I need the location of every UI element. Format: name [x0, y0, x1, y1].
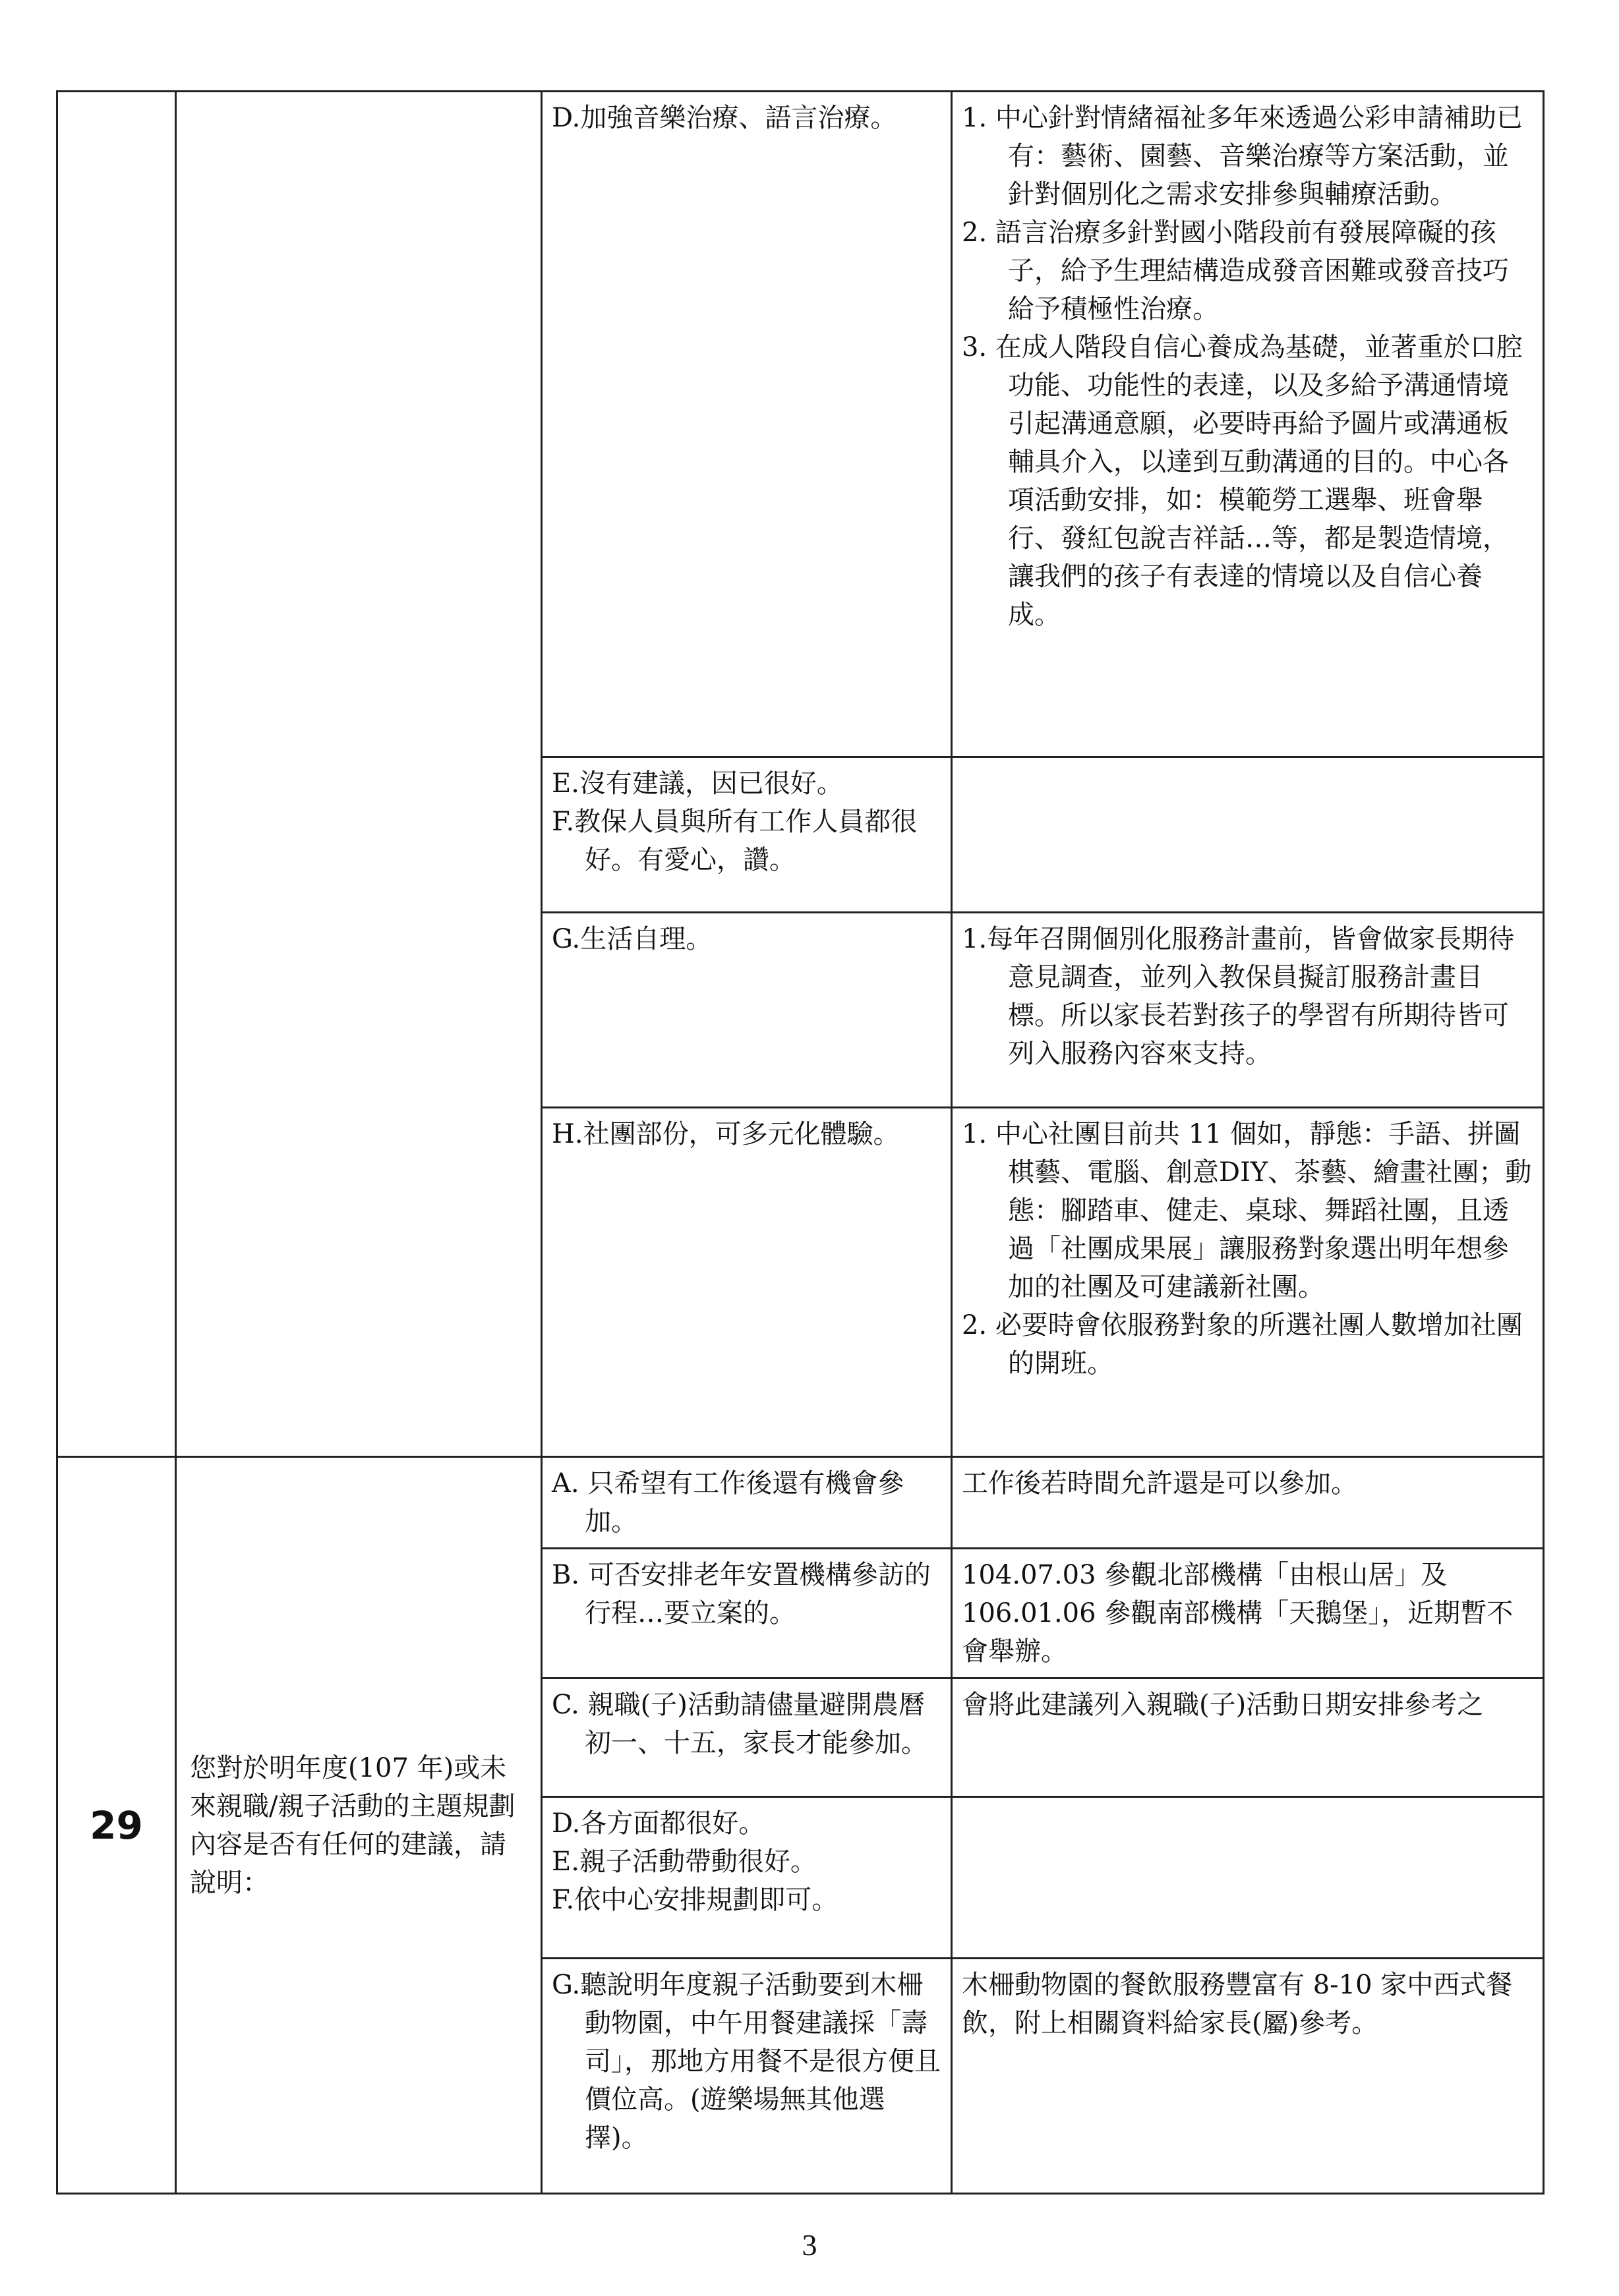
suggestion-cell — [542, 913, 952, 1108]
question-text: 您對於明年度(107 年)或未來親職/親子活動的主題規劃內容是否有任何的建議，請說明： — [176, 1457, 542, 2194]
page-number: 3 — [802, 2228, 817, 2262]
number-cell — [57, 92, 176, 1457]
suggestion-item: E.親子活動帶動很好。 — [552, 1847, 817, 1877]
response-cell — [952, 1108, 1544, 1457]
feedback-table — [56, 90, 1545, 2195]
response-cell — [952, 92, 1544, 757]
response-item: 2. 語言治療多針對國小階段前有發展障礙的孩子，給予生理結構造成發音困難或發音技巧給予積極性治療。 — [962, 217, 1509, 324]
suggestion-item: B. 可否安排老年安置機構參訪的行程…要立案的。 — [552, 1560, 931, 1628]
response-cell — [952, 1679, 1544, 1797]
table-row — [57, 92, 1544, 757]
suggestion-cell — [542, 757, 952, 913]
response-item: 2. 必要時會依服務對象的所選社團人數增加社團的開班。 — [962, 1310, 1523, 1379]
suggestion-item: D.加強音樂治療、語言治療。 — [552, 103, 897, 133]
suggestion-cell — [542, 1959, 952, 2194]
response-cell — [952, 1457, 1544, 1549]
table-row — [57, 1457, 1544, 1549]
suggestion-cell — [542, 92, 952, 757]
suggestion-item: F.教保人員與所有工作人員都很好。有愛心，讚。 — [552, 807, 918, 875]
response-item: 木柵動物園的餐飲服務豐富有 8-10 家中西式餐飲，附上相關資料給家長(屬)參考。 — [962, 1970, 1513, 2038]
response-cell — [952, 913, 1544, 1108]
question-cell — [176, 92, 542, 1457]
question-number: 29 — [57, 1457, 176, 2194]
suggestion-cell — [542, 1457, 952, 1549]
suggestion-item: E.沒有建議，因已很好。 — [552, 768, 843, 799]
response-cell — [952, 1797, 1544, 1959]
suggestion-cell — [542, 1549, 952, 1679]
suggestion-item: D.各方面都很好。 — [552, 1808, 765, 1839]
suggestion-item: G.聽說明年度親子活動要到木柵動物園，中午用餐建議採「壽司」，那地方用餐不是很方便且價位高。(遊樂場無其他選擇)。 — [552, 1970, 941, 2153]
response-item: 1.每年召開個別化服務計畫前，皆會做家長期待意見調查，並列入教保員擬訂服務計畫目標。所以家長若對孩子的學習有所期待皆可列入服務內容來支持。 — [962, 924, 1515, 1069]
response-item: 1. 中心社團目前共 11 個如，靜態：手語、拼圖棋藝、電腦、創意DIY、茶藝、繪畫社團；動態：腳踏車、健走、桌球、舞蹈社團，且透過「社團成果展」讓服務對象選出明年想參加的社團及可建議新社團。 — [962, 1119, 1532, 1302]
response-item: 104.07.03 參觀北部機構「由根山居」及 106.01.06 參觀南部機構「天鵝堡」，近期暫不會舉辦。 — [962, 1560, 1514, 1667]
suggestion-item: G.生活自理。 — [552, 924, 713, 954]
suggestion-cell — [542, 1679, 952, 1797]
suggestion-item: A. 只希望有工作後還有機會參加。 — [552, 1468, 904, 1537]
suggestion-item: H.社團部份，可多元化體驗。 — [552, 1119, 900, 1149]
suggestion-cell — [542, 1108, 952, 1457]
response-cell — [952, 1959, 1544, 2194]
suggestion-item: F.依中心安排規劃即可。 — [552, 1885, 839, 1915]
response-item: 3. 在成人階段自信心養成為基礎，並著重於口腔功能、功能性的表達，以及多給予溝通情境引起溝通意願，必要時再給予圖片或溝通板輔具介入，以達到互動溝通的目的。中心各項活動安排，如：模範勞工選舉、班會舉行、發紅包說吉祥話…等，都是製造情境，讓我們的孩子有表達的情境以及自信心養成。 — [962, 332, 1523, 630]
response-cell — [952, 1549, 1544, 1679]
suggestion-cell — [542, 1797, 952, 1959]
response-item: 1. 中心針對情緒福祉多年來透過公彩申請補助已有：藝術、園藝、音樂治療等方案活動，並針對個別化之需求安排參與輔療活動。 — [962, 103, 1523, 210]
suggestion-item: C. 親職(子)活動請儘量避開農曆初一、十五，家長才能參加。 — [552, 1690, 927, 1758]
response-cell — [952, 757, 1544, 913]
response-item: 工作後若時間允許還是可以參加。 — [962, 1468, 1357, 1499]
response-item: 會將此建議列入親職(子)活動日期安排參考之 — [962, 1690, 1484, 1720]
